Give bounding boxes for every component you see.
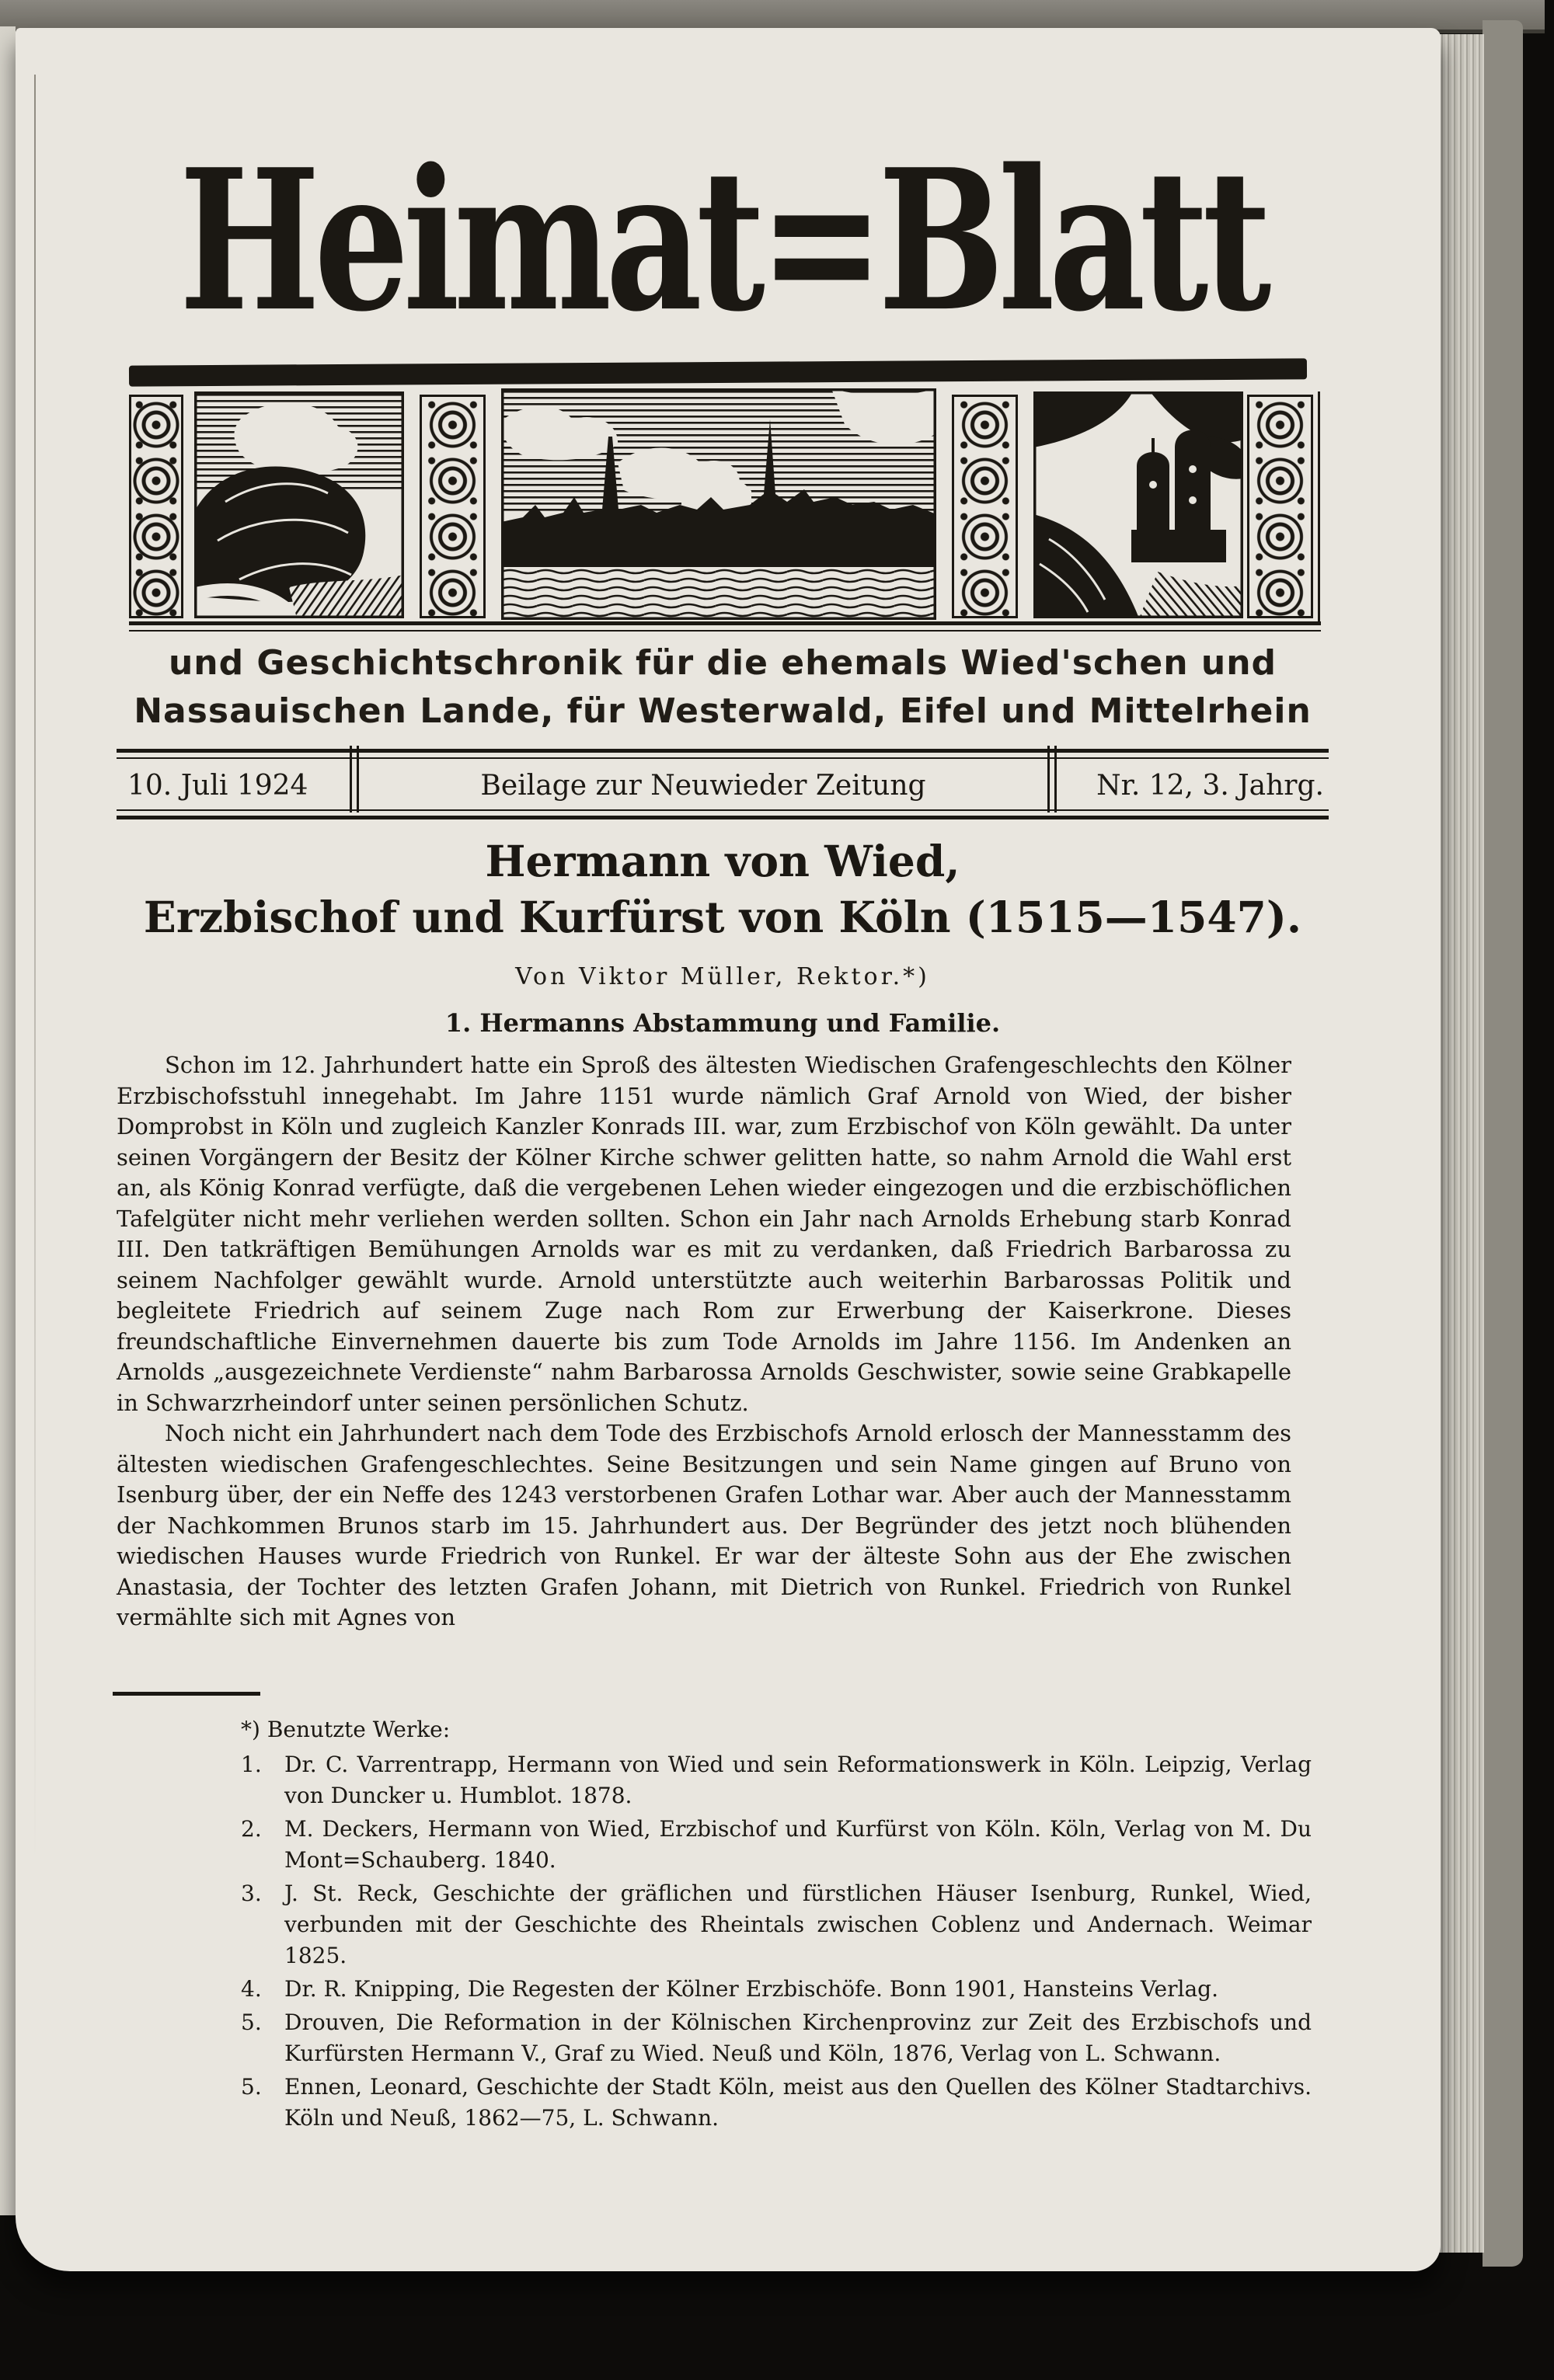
- footnote-number: 3.: [241, 1881, 262, 1906]
- article-title-line-1: Hermann von Wied,: [485, 836, 960, 886]
- footnote-text: J. St. Reck, Geschichte der gräflichen und fürstlichen Häuser Isenburg, Runkel, Wied, verbunden mit der Geschichte des Rheintals zwischen Coblenz und Andernach. Weimar 1825.: [284, 1881, 1312, 1968]
- strip-bottom-rule-thin: [129, 630, 1321, 632]
- footnote-item: [241, 1974, 1312, 2005]
- footnote-text: Dr. C. Varrentrapp, Hermann von Wied und sein Reformationswerk in Köln. Leipzig, Verlag von Duncker u. Humblot. 1878.: [284, 1752, 1312, 1808]
- dateline-top-rule-thick: [117, 749, 1329, 753]
- floral-ornament-band-icon: [952, 395, 1018, 618]
- footnote-item: [241, 1814, 1312, 1876]
- masthead: [117, 120, 1329, 360]
- dateline-bottom-rule-thin: [117, 809, 1329, 811]
- footnote-header: *) Benutzte Werke:: [241, 1717, 451, 1742]
- footnote-text: M. Deckers, Hermann von Wied, Erzbischof und Kurfürst von Köln. Köln, Verlag von M. Du Mont=Schauberg. 1840.: [284, 1816, 1312, 1873]
- strip-bottom-rule-thick: [129, 621, 1321, 625]
- double-bar-divider-icon: [1047, 746, 1057, 812]
- dateline-top-rule-thin: [117, 757, 1329, 759]
- city-skyline-woodcut-icon: [501, 388, 936, 620]
- page-fold-crease: [34, 75, 36, 1861]
- footnote-number: 4.: [241, 1976, 262, 2002]
- dateline: [117, 763, 1329, 808]
- footnote-text: Dr. R. Knipping, Die Regesten der Kölner Erzbischöfe. Bonn 1901, Hansteins Verlag.: [284, 1976, 1218, 2002]
- page-stack-edge: [1439, 34, 1484, 2253]
- article-byline: Von Viktor Müller, Rektor.*): [515, 963, 930, 990]
- publication-name: Beilage zur Neuwieder Zeitung: [480, 769, 926, 802]
- footnote-text: Ennen, Leonard, Geschichte der Stadt Köln, meist aus den Quellen des Kölner Stadtarchivs. Köln und Neuß, 1862—75, L. Schwann.: [284, 2074, 1312, 2131]
- footnote-separator-rule: [113, 1692, 260, 1696]
- river-hills-woodcut-icon: [194, 391, 404, 618]
- strip-right-edge-rule: [1318, 391, 1320, 621]
- footnote-item: [241, 1749, 1312, 1811]
- footnote-item: [241, 2072, 1312, 2134]
- castle-woodcut-icon: [1033, 391, 1243, 618]
- floral-ornament-band-icon: [420, 395, 486, 618]
- subtitle-line-2: Nassauischen Lande, für Westerwald, Eifel und Mittelrhein: [134, 691, 1312, 731]
- floral-ornament-band-icon: [129, 395, 183, 618]
- floral-ornament-band-icon: [1247, 395, 1313, 618]
- footnote-item: [241, 1878, 1312, 1971]
- subtitle-line-1: und Geschichtschronik für die ehemals Wied'schen und: [168, 643, 1277, 683]
- footnote-item: [241, 2007, 1312, 2069]
- masthead-title: Heimat=Blatt: [179, 126, 1266, 354]
- double-bar-divider-icon: [350, 746, 359, 812]
- dateline-bottom-rule-thick: [117, 816, 1329, 819]
- book-cover-edge: [1483, 20, 1523, 2267]
- masthead-rule: [129, 358, 1307, 386]
- footnote-number: 1.: [241, 1752, 262, 1777]
- issue-number: Nr. 12, 3. Jahrg.: [1096, 769, 1324, 802]
- body-paragraph-2: Noch nicht ein Jahrhundert nach dem Tode des Erzbischofs Arnold erlosch der Mannesstamm des ältesten wiedischen Grafengeschlechtes. Seine Besitzungen und sein Name gingen auf Bruno von Isenburg über, der ein Neffe des 1243 verstorbenen Grafen Lothar war. Aber auch der Mannesstamm der Nachkommen Brunos starb im 15. Jahrhundert aus. Der Begründer des jetzt noch blühenden wiedischen Hauses wurde Friedrich von Runkel. Er war der älteste Sohn aus der Ehe zwischen Anastasia, der Tochter des letzten Grafen Johann, mit Dietrich von Runkel. Friedrich von Runkel vermählte sich mit Agnes von: [117, 1420, 1291, 1630]
- footnote-number: 5.: [241, 2009, 262, 2035]
- body-paragraph-1: Schon im 12. Jahrhundert hatte ein Sproß des ältesten Wiedischen Grafengeschlechts den Kölner Erzbischofsstuhl innegehabt. Im Jahre 1151 wurde nämlich Graf Arnold von Wied, der bisher Domprobst in Köln und zugleich Kanzler Konrads III. war, zum Erzbischof von Köln gewählt. Da unter seinen Vorgängern der Besitz der Kölner Kirche schwer gelitten hatte, so nahm Arnold die Wahl erst an, als König Konrad verfügte, daß die vergebenen Lehen wieder eingezogen und die erzbischöflichen Tafelgüter nicht mehr verliehen werden sollten. Schon ein Jahr nach Arnolds Erhebung starb Konrad III. Den tatkräftigen Bemühungen Arnolds war es mit zu verdanken, daß Friedrich Barbarossa zu seinem Nachfolger gewählt wurde. Arnold unterstützte auch weiterhin Barbarossas Politik und begleitete Friedrich auf seinem Zuge nach Rom zur Erwerbung der Kaiserkrone. Dieses freundschaftliche Einvernehmen dauerte bis zum Tode Arnolds im Jahre 1156. Im Andenken an Arnolds „ausgezeichnete Verdienste“ nahm Barbarossa Arnolds Geschwister, sowie seine Grabkapelle in Schwarzrheindorf unter seinen persönlichen Schutz.: [117, 1052, 1291, 1416]
- footnote-number: 2.: [241, 1816, 262, 1842]
- adjacent-page-sliver: [0, 26, 16, 2215]
- section-heading: 1. Hermanns Abstammung und Familie.: [444, 1008, 1001, 1038]
- footnote-number: 5.: [241, 2074, 262, 2100]
- footnote-text: Drouven, Die Reformation in der Kölnischen Kirchenprovinz zur Zeit des Erzbischofs und Kurfürsten Hermann V., Graf zu Wied. Neuß und Köln, 1876, Verlag von L. Schwann.: [284, 2009, 1312, 2066]
- newspaper-page: [16, 28, 1441, 2271]
- issue-date: 10. Juli 1924: [127, 769, 308, 802]
- footnote-list: [241, 1749, 1312, 2136]
- article-title-line-2: Erzbischof und Kurfürst von Köln (1515—1547).: [143, 892, 1302, 942]
- article-body: [117, 1050, 1291, 1634]
